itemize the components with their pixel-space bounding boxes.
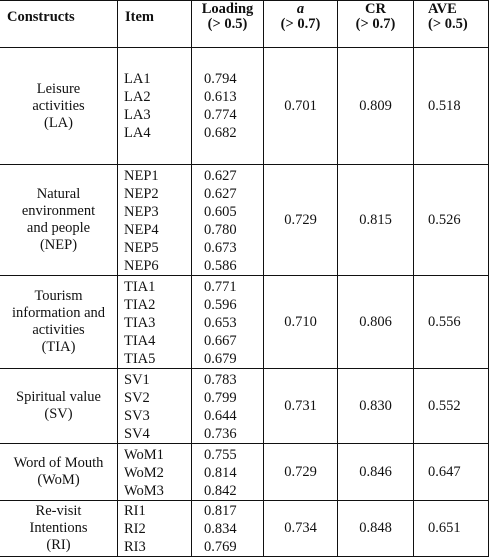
loading-value: 0.667 bbox=[204, 333, 237, 349]
items-cell-nep bbox=[118, 165, 192, 276]
header-row bbox=[0, 1, 489, 48]
ave-cell-nep: 0.526 bbox=[414, 165, 489, 276]
item-code: NEP6 bbox=[124, 258, 159, 274]
loading-value: 0.774 bbox=[204, 107, 237, 123]
cr-cell-nep: 0.815 bbox=[338, 165, 414, 276]
construct-line: (RI) bbox=[46, 537, 71, 553]
alpha-cell-tia: 0.710 bbox=[264, 276, 338, 369]
item-code: NEP2 bbox=[124, 186, 159, 202]
alpha-cell-wom: 0.729 bbox=[264, 444, 338, 501]
item-code: RI3 bbox=[124, 539, 146, 555]
loading-value: 0.771 bbox=[204, 279, 237, 295]
alpha-cell-ri: 0.734 bbox=[264, 501, 338, 557]
loading-value: 0.673 bbox=[204, 240, 237, 256]
ave-cell-wom: 0.647 bbox=[414, 444, 489, 501]
loadings-cell-wom bbox=[192, 444, 264, 501]
item-code: RI1 bbox=[124, 503, 146, 519]
loading-value: 0.586 bbox=[204, 258, 237, 274]
item-code: NEP5 bbox=[124, 240, 159, 256]
loading-value: 0.783 bbox=[204, 372, 237, 388]
header-cr bbox=[338, 1, 414, 48]
table-row-nep bbox=[0, 165, 489, 276]
header-cr-threshold: (> 0.7) bbox=[355, 16, 396, 32]
table-row-wom bbox=[0, 444, 489, 501]
item-code: LA4 bbox=[124, 125, 151, 141]
loading-value: 0.644 bbox=[204, 408, 237, 424]
alpha-cell-nep: 0.729 bbox=[264, 165, 338, 276]
loading-value: 0.769 bbox=[204, 539, 237, 555]
header-ave-label: AVE bbox=[428, 1, 457, 17]
header-ave bbox=[414, 1, 489, 48]
construct-line: environment bbox=[21, 203, 96, 219]
header-constructs-label: Constructs bbox=[7, 9, 75, 25]
loading-value: 0.842 bbox=[204, 483, 237, 499]
header-item-label: Item bbox=[125, 9, 154, 25]
item-code: SV1 bbox=[124, 372, 150, 388]
alpha-cell-la: 0.701 bbox=[264, 48, 338, 165]
loadings-cell-nep bbox=[192, 165, 264, 276]
table-row-tia bbox=[0, 276, 489, 369]
construct-line: (LA) bbox=[44, 114, 73, 131]
construct-line: Natural bbox=[36, 186, 81, 202]
ave-cell-sv: 0.552 bbox=[414, 369, 489, 444]
construct-cell-sv bbox=[0, 369, 118, 444]
ave-cell-ri: 0.651 bbox=[414, 501, 489, 557]
cr-cell-sv: 0.830 bbox=[338, 369, 414, 444]
construct-line: Spiritual value bbox=[16, 389, 101, 405]
loading-value: 0.799 bbox=[204, 390, 237, 406]
item-code: TIA4 bbox=[124, 333, 156, 349]
construct-line: and people bbox=[26, 220, 91, 236]
loading-value: 0.627 bbox=[204, 168, 237, 184]
item-code: SV2 bbox=[124, 390, 150, 406]
header-ave-threshold: (> 0.5) bbox=[428, 16, 468, 32]
construct-line: (NEP) bbox=[39, 237, 78, 253]
loadings-cell-ri bbox=[192, 501, 264, 557]
item-code: NEP3 bbox=[124, 204, 159, 220]
construct-line: activities bbox=[32, 97, 85, 114]
header-item bbox=[118, 1, 192, 48]
loading-value: 0.736 bbox=[204, 426, 237, 442]
loading-value: 0.613 bbox=[204, 89, 237, 105]
loading-value: 0.814 bbox=[204, 465, 237, 481]
ave-cell-tia: 0.556 bbox=[414, 276, 489, 369]
item-code: TIA5 bbox=[124, 351, 156, 367]
loading-value: 0.653 bbox=[204, 315, 237, 331]
item-code: NEP4 bbox=[124, 222, 159, 238]
item-code: LA1 bbox=[124, 71, 151, 87]
construct-line: information and bbox=[11, 305, 106, 321]
construct-line: Intentions bbox=[29, 520, 88, 536]
loading-value: 0.596 bbox=[204, 297, 237, 313]
construct-line: (SV) bbox=[44, 406, 73, 422]
construct-line: (WoM) bbox=[37, 472, 80, 488]
construct-line: Re-visit bbox=[35, 503, 82, 519]
items-cell-wom bbox=[118, 444, 192, 501]
alpha-cell-sv: 0.731 bbox=[264, 369, 338, 444]
loading-value: 0.627 bbox=[204, 186, 237, 202]
item-code: LA2 bbox=[124, 89, 151, 105]
item-code: NEP1 bbox=[124, 168, 159, 184]
construct-line: Word of Mouth bbox=[13, 455, 104, 471]
item-code: RI2 bbox=[124, 521, 146, 537]
loadings-cell-sv bbox=[192, 369, 264, 444]
construct-cell-wom bbox=[0, 444, 118, 501]
cr-cell-la: 0.809 bbox=[338, 48, 414, 165]
loading-value: 0.780 bbox=[204, 222, 237, 238]
cr-cell-wom: 0.846 bbox=[338, 444, 414, 501]
construct-cell-nep bbox=[0, 165, 118, 276]
item-code: TIA3 bbox=[124, 315, 156, 331]
header-loading-label: Loading bbox=[201, 1, 254, 17]
table-row-sv bbox=[0, 369, 489, 444]
loading-value: 0.679 bbox=[204, 351, 237, 367]
construct-cell-la bbox=[0, 48, 118, 165]
table-row-ri bbox=[0, 501, 489, 557]
loading-value: 0.794 bbox=[204, 71, 237, 87]
loading-value: 0.755 bbox=[204, 447, 237, 463]
header-alpha-symbol: a bbox=[296, 1, 305, 17]
item-code: WoM3 bbox=[124, 483, 164, 499]
loading-value: 0.605 bbox=[204, 204, 237, 220]
item-code: WoM1 bbox=[124, 447, 164, 463]
ave-cell-la: 0.518 bbox=[414, 48, 489, 165]
item-code: SV3 bbox=[124, 408, 150, 424]
items-cell-la bbox=[118, 48, 192, 165]
construct-cell-ri bbox=[0, 501, 118, 557]
cr-cell-ri: 0.848 bbox=[338, 501, 414, 557]
item-code: TIA2 bbox=[124, 297, 156, 313]
item-code: LA3 bbox=[124, 107, 151, 123]
construct-line: (TIA) bbox=[41, 339, 76, 355]
cr-cell-tia: 0.806 bbox=[338, 276, 414, 369]
construct-line: Leisure bbox=[36, 80, 81, 97]
loadings-cell-la bbox=[192, 48, 264, 165]
items-cell-sv bbox=[118, 369, 192, 444]
loadings-cell-tia bbox=[192, 276, 264, 369]
construct-line: Tourism bbox=[34, 288, 83, 304]
items-cell-tia bbox=[118, 276, 192, 369]
loading-value: 0.817 bbox=[204, 503, 237, 519]
item-code: SV4 bbox=[124, 426, 150, 442]
header-constructs bbox=[0, 1, 118, 48]
header-alpha-threshold: (> 0.7) bbox=[280, 16, 321, 32]
loading-value: 0.682 bbox=[204, 125, 237, 141]
construct-line: activities bbox=[32, 322, 85, 338]
loading-value: 0.834 bbox=[204, 521, 237, 537]
header-cr-label: CR bbox=[365, 1, 386, 17]
item-code: TIA1 bbox=[124, 279, 156, 295]
header-loading-threshold: (> 0.5) bbox=[207, 16, 248, 32]
item-code: WoM2 bbox=[124, 465, 164, 481]
items-cell-ri bbox=[118, 501, 192, 557]
table-row-la bbox=[0, 48, 489, 165]
construct-cell-tia bbox=[0, 276, 118, 369]
header-alpha bbox=[264, 1, 338, 48]
header-loading bbox=[192, 1, 264, 48]
